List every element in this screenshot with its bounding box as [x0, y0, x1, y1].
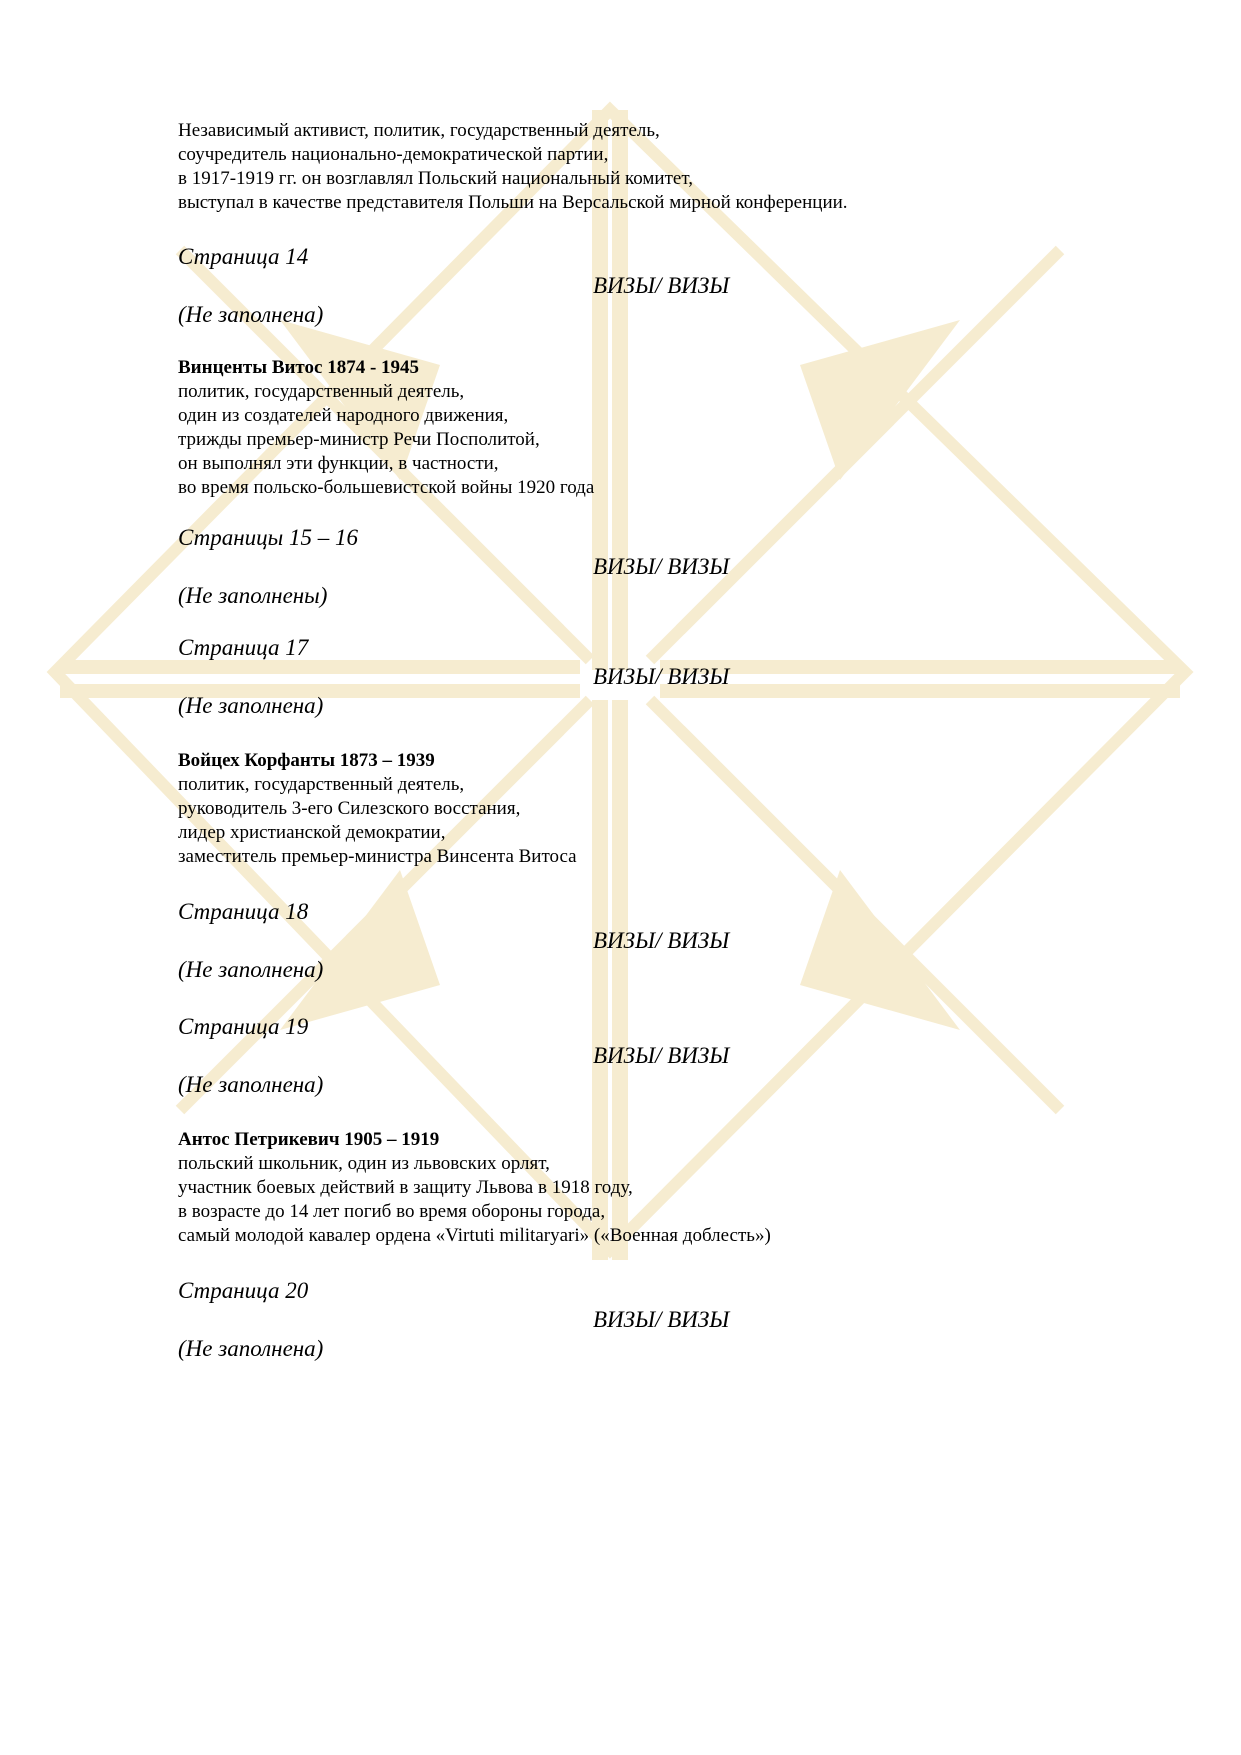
page-status: (Не заполнены) — [178, 583, 328, 608]
bio-line: один из создателей народного движения, — [178, 405, 509, 426]
page-label: Страница 18 — [178, 899, 309, 924]
bio-name: Войцех Корфанты 1873 – 1939 — [178, 750, 435, 771]
page-status: (Не заполнена) — [178, 957, 324, 982]
page-status: (Не заполнена) — [178, 302, 324, 327]
bio-line: польский школьник, один из львовских орлят, — [178, 1153, 550, 1174]
visa-heading: ВИЗЫ/ ВИЗЫ — [593, 554, 730, 579]
visa-heading: ВИЗЫ/ ВИЗЫ — [593, 928, 730, 953]
page-status: (Не заполнена) — [178, 1336, 324, 1361]
intro-line: Независимый активист, политик, государственный деятель, — [178, 120, 660, 141]
visa-heading: ВИЗЫ/ ВИЗЫ — [593, 664, 730, 689]
bio-name: Антос Петрикевич 1905 – 1919 — [178, 1129, 440, 1150]
bio-line: трижды премьер-министр Речи Посполитой, — [178, 429, 540, 450]
bio-line: участник боевых действий в защиту Львова в 1918 году, — [178, 1177, 633, 1198]
bio-name: Винценты Витос 1874 - 1945 — [178, 357, 420, 378]
bio-line: в возрасте до 14 лет погиб во время обороны города, — [178, 1201, 606, 1222]
visa-heading: ВИЗЫ/ ВИЗЫ — [593, 273, 730, 298]
bio-line: лидер христианской демократии, — [178, 822, 446, 843]
intro-line: соучредитель национально-демократической партии, — [178, 144, 609, 165]
intro-line: выступал в качестве представителя Польши на Версальской мирной конференции. — [178, 192, 848, 213]
page-status: (Не заполнена) — [178, 693, 324, 718]
bio-line: политик, государственный деятель, — [178, 774, 465, 795]
visa-heading: ВИЗЫ/ ВИЗЫ — [593, 1043, 730, 1068]
page-label: Страница 20 — [178, 1278, 309, 1303]
page-label: Страница 14 — [178, 244, 309, 269]
page-label: Страницы 15 – 16 — [178, 525, 359, 550]
page-label: Страница 17 — [178, 635, 309, 660]
visa-heading: ВИЗЫ/ ВИЗЫ — [593, 1307, 730, 1332]
bio-line: политик, государственный деятель, — [178, 381, 465, 402]
page-label: Страница 19 — [178, 1014, 309, 1039]
page-status: (Не заполнена) — [178, 1072, 324, 1097]
bio-line: он выполнял эти функции, в частности, — [178, 453, 499, 474]
bio-line: заместитель премьер-министра Винсента Витоса — [178, 846, 577, 867]
bio-line: самый молодой кавалер ордена «Virtuti militaryari» («Военная доблесть») — [178, 1225, 771, 1246]
intro-line: в 1917-1919 гг. он возглавлял Польский национальный комитет, — [178, 168, 693, 189]
bio-line: руководитель 3-его Силезского восстания, — [178, 798, 521, 819]
bio-line: во время польско-большевистской войны 1920 года — [178, 477, 595, 498]
